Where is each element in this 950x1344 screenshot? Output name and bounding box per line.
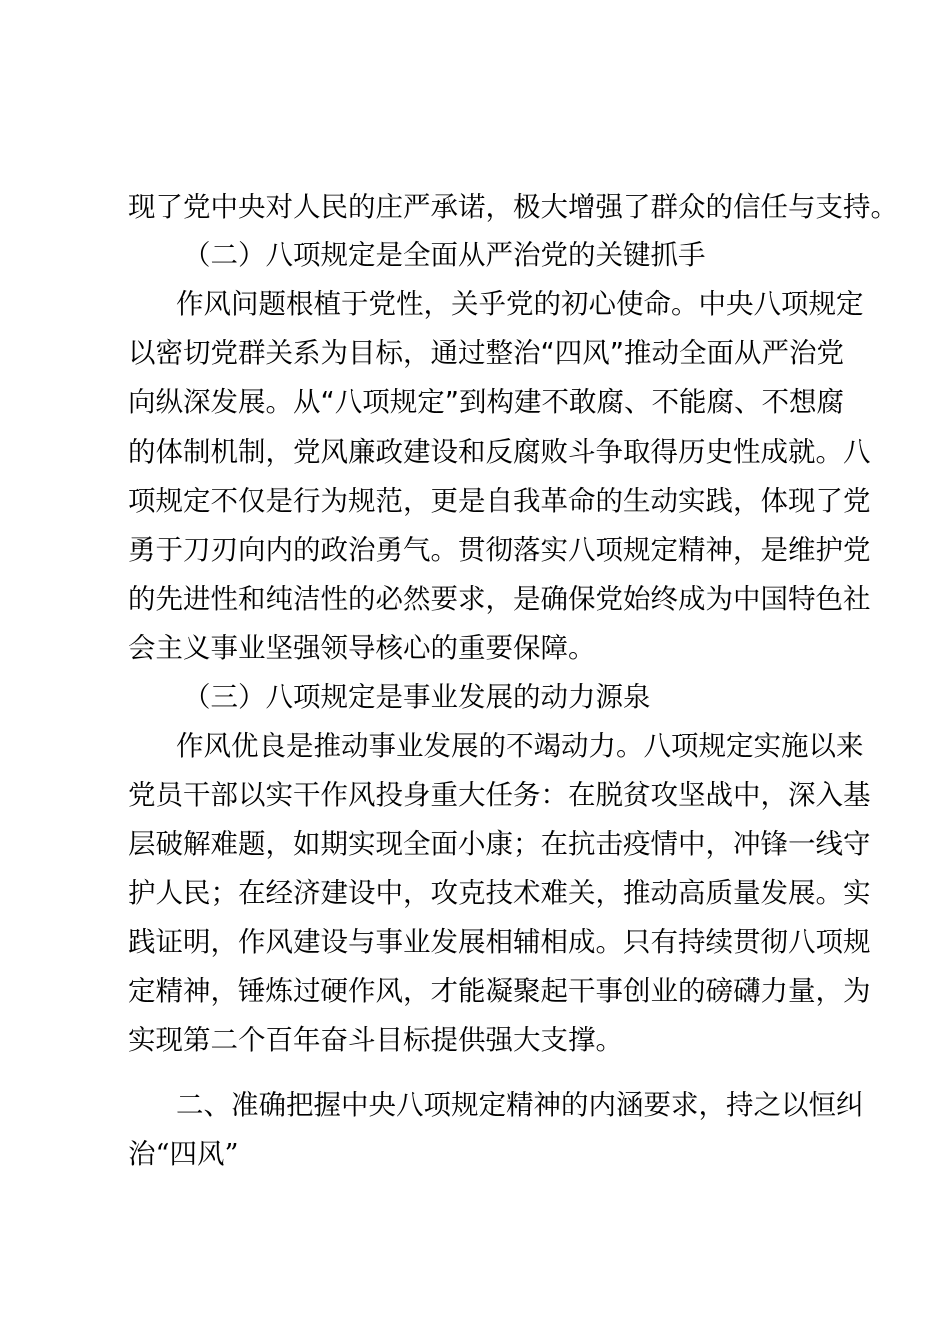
paragraph-line: 践证明，作风建设与事业发展相辅相成。只有持续贯彻八项规 xyxy=(128,926,871,958)
paragraph-line: 的先进性和纯洁性的必然要求，是确保党始终成为中国特色社 xyxy=(128,583,871,615)
paragraph-line: 会主义事业坚强领导核心的重要保障。 xyxy=(128,632,596,664)
chapter-heading: 治“四风” xyxy=(128,1138,239,1170)
paragraph-line: 现了党中央对人民的庄严承诺，极大增强了群众的信任与支持。 xyxy=(128,191,898,223)
chapter-heading: 二、准确把握中央八项规定精神的内涵要求，持之以恒纠 xyxy=(176,1089,864,1121)
paragraph-line: 作风问题根植于党性，关乎党的初心使命。中央八项规定 xyxy=(176,288,864,320)
paragraph-line: 项规定不仅是行为规范，更是自我革命的生动实践，体现了党 xyxy=(128,485,871,517)
paragraph-line: 向纵深发展。从“八项规定”到构建不敢腐、不能腐、不想腐 xyxy=(128,386,844,418)
paragraph-line: 以密切党群关系为目标，通过整治“四风”推动全面从严治党 xyxy=(128,337,844,369)
paragraph-line: 作风优良是推动事业发展的不竭动力。八项规定实施以来 xyxy=(176,730,864,762)
paragraph-line: 勇于刀刃向内的政治勇气。贯彻落实八项规定精神，是维护党 xyxy=(128,534,871,566)
section-heading: （三）八项规定是事业发展的动力源泉 xyxy=(183,681,651,713)
paragraph-line: 实现第二个百年奋斗目标提供强大支撑。 xyxy=(128,1024,623,1056)
paragraph-line: 护人民；在经济建设中，攻克技术难关，推动高质量发展。实 xyxy=(128,877,871,909)
paragraph-line: 定精神，锤炼过硬作风，才能凝聚起干事创业的磅礴力量，为 xyxy=(128,975,871,1007)
paragraph-line: 党员干部以实干作风投身重大任务：在脱贫攻坚战中，深入基 xyxy=(128,779,871,811)
paragraph-line: 层破解难题，如期实现全面小康；在抗击疫情中，冲锋一线守 xyxy=(128,828,871,860)
paragraph-line: 的体制机制，党风廉政建设和反腐败斗争取得历史性成就。八 xyxy=(128,436,871,468)
section-heading: （二）八项规定是全面从严治党的关键抓手 xyxy=(183,239,706,271)
